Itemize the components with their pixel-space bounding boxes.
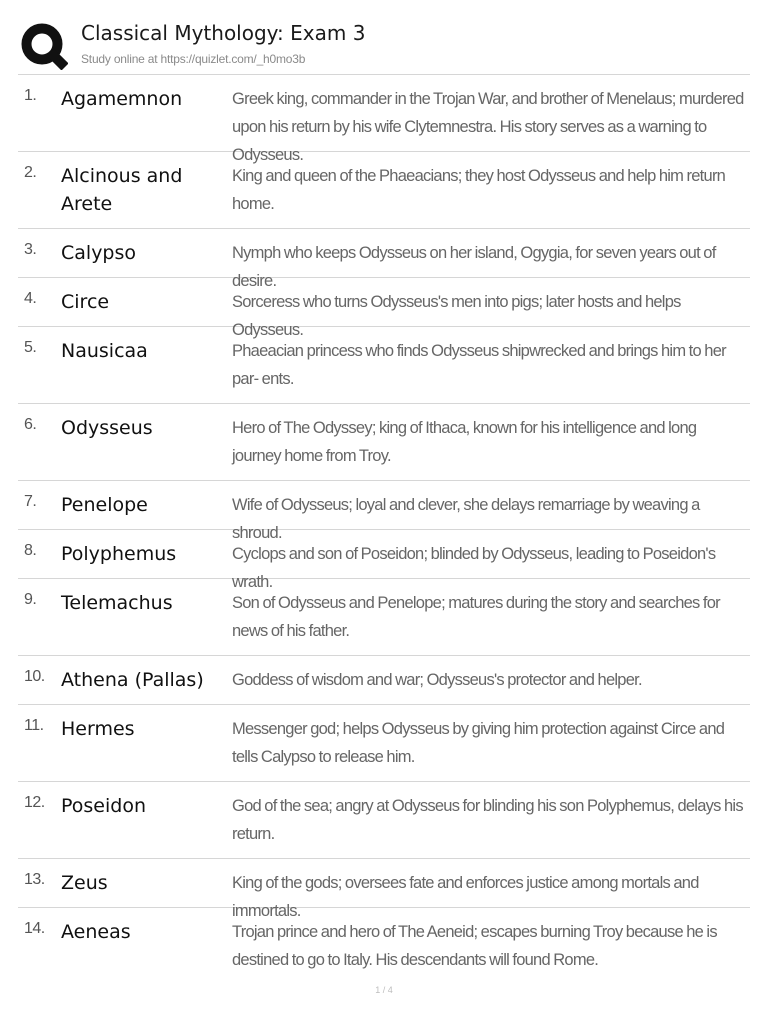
term-word: Odysseus	[61, 417, 153, 439]
term-row	[18, 327, 750, 404]
term-word: Telemachus	[61, 592, 173, 614]
term-number: 10.	[24, 668, 45, 685]
term-row	[18, 75, 750, 164]
term-number: 13.	[24, 871, 45, 888]
quizlet-logo-icon	[20, 22, 68, 70]
term-definition: Sorceress who turns Odysseus's men into pigs; later hosts and helps Odysseus.	[232, 293, 681, 339]
term-number: 2.	[24, 164, 37, 181]
term-number: 1.	[24, 87, 37, 104]
term-number: 6.	[24, 416, 37, 433]
term-definition: Hero of The Odyssey; king of Ithaca, known for his intelligence and long journey home from Troy.	[232, 419, 697, 465]
term-row	[18, 404, 750, 481]
term-definition: Nymph who keeps Odysseus on her island, Ogygia, for seven years out of desire.	[232, 244, 716, 290]
study-online-link[interactable]: Study online at https://quizlet.com/_h0mo3b	[81, 52, 306, 66]
term-number: 7.	[24, 493, 37, 510]
page-header	[0, 0, 768, 74]
term-definition: Goddess of wisdom and war; Odysseus's protector and helper.	[232, 671, 642, 689]
term-row	[18, 908, 750, 988]
term-row	[18, 278, 750, 339]
term-word: Alcinous and Arete	[61, 165, 183, 215]
term-word: Poseidon	[61, 795, 146, 817]
term-definition: Greek king, commander in the Trojan War, and brother of Menelaus; murdered upon his return by his wife Clytemnestra. His story serves as a warning to Odysseus.	[232, 90, 744, 164]
term-word: Penelope	[61, 494, 148, 516]
term-row	[18, 530, 750, 591]
term-number: 9.	[24, 591, 37, 608]
term-list	[18, 75, 750, 988]
term-row	[18, 782, 750, 859]
term-definition: Cyclops and son of Poseidon; blinded by Odysseus, leading to Poseidon's wrath.	[232, 545, 716, 591]
term-row	[18, 705, 750, 782]
term-word: Hermes	[61, 718, 135, 740]
term-row	[18, 152, 750, 229]
term-word: Nausicaa	[61, 340, 148, 362]
term-word: Athena (Pallas)	[61, 669, 204, 691]
term-number: 11.	[24, 717, 44, 734]
term-number: 4.	[24, 290, 37, 307]
term-number: 5.	[24, 339, 37, 356]
term-number: 8.	[24, 542, 37, 559]
term-word: Calypso	[61, 242, 137, 264]
term-row	[18, 579, 750, 656]
term-definition: Trojan prince and hero of The Aeneid; escapes burning Troy because he is destined to go to Italy. His descendants will found Rome.	[232, 923, 717, 969]
term-definition: Phaeacian princess who finds Odysseus shipwrecked and brings him to her par- ents.	[232, 342, 726, 388]
term-number: 3.	[24, 241, 37, 258]
term-definition: God of the sea; angry at Odysseus for blinding his son Polyphemus, delays his return.	[232, 797, 743, 843]
term-word: Zeus	[61, 872, 108, 894]
term-definition: King and queen of the Phaeacians; they host Odysseus and help him return home.	[232, 167, 726, 213]
term-number: 14.	[24, 920, 45, 937]
term-definition: Son of Odysseus and Penelope; matures during the story and searches for news of his father.	[232, 594, 720, 640]
quizlet-q-icon	[20, 22, 68, 70]
page-title: Classical Mythology: Exam 3	[81, 21, 366, 45]
term-row	[18, 229, 750, 290]
term-row	[18, 859, 750, 920]
term-word: Aeneas	[61, 921, 131, 943]
term-word: Circe	[61, 291, 110, 313]
term-definition: Messenger god; helps Odysseus by giving him protection against Circe and tells Calypso to release him.	[232, 720, 725, 766]
term-number: 12.	[24, 794, 45, 811]
term-row	[18, 656, 750, 705]
term-definition: King of the gods; oversees fate and enforces justice among mortals and immortals.	[232, 874, 699, 920]
term-definition: Wife of Odysseus; loyal and clever, she delays remarriage by weaving a shroud.	[232, 496, 700, 542]
term-row	[18, 481, 750, 542]
term-word: Polyphemus	[61, 543, 177, 565]
page-indicator: 1 / 4	[375, 985, 393, 995]
term-word: Agamemnon	[61, 88, 183, 110]
